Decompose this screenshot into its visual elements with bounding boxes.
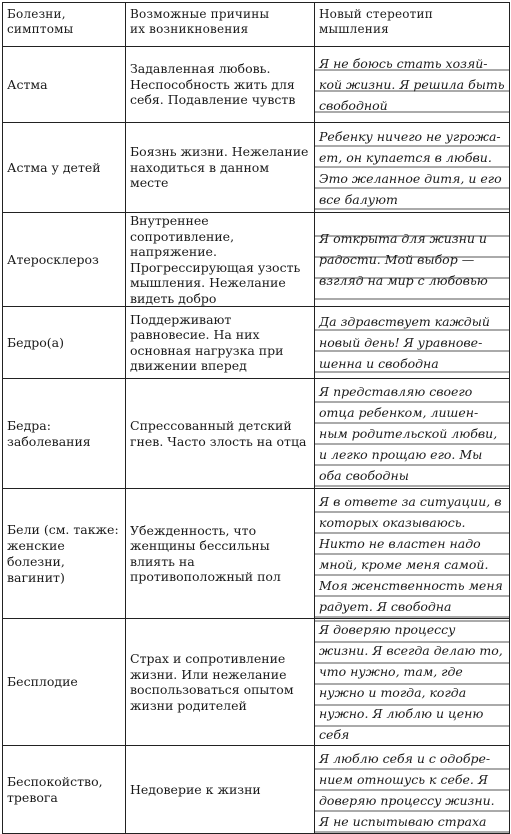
affirmation-cell: Я люблю себя и с одобре-нием отношусь к себе. Я доверяю процессу жизни. Я не испытываю страха <box>315 746 510 834</box>
header-disease: Болезни, симптомы <box>3 3 126 47</box>
header-cause: Возможные причины их возникновения <box>126 3 315 47</box>
affirmation-cell: Я доверяю процессу жизни. Я всегда делаю то, что нужно, там, где нужно и тогда, когда нужно. Я люблю и ценю себя <box>315 619 510 746</box>
disease-cell: Астма <box>3 47 126 123</box>
disease-cell: Атеросклероз <box>3 213 126 307</box>
affirmation-cell: Я не боюсь стать хозяй-кой жизни. Я решила быть свободной <box>315 47 510 123</box>
disease-cell: Астма у детей <box>3 123 126 213</box>
disease-cell: Беспокойство, тревога <box>3 746 126 834</box>
affirmation-cell: Я открыта для жизни и радости. Мой выбор — взгляд на мир с любовью <box>315 213 510 307</box>
cause-cell: Спрессованный детский гнев. Часто злость на отца <box>126 379 315 489</box>
cause-cell: Страх и сопротивление жизни. Или нежелание воспользоваться опытом жизни родителей <box>126 619 315 746</box>
table-row <box>3 619 510 746</box>
affirmation-cell: Я представляю своего отца ребенком, лишен-ным родительской любви, и легко прощаю его. Мы оба свободны <box>315 379 510 489</box>
table-row <box>3 307 510 379</box>
table-body <box>3 47 510 834</box>
table-row <box>3 47 510 123</box>
cause-cell: Поддерживают равновесие. На них основная нагрузка при движении вперед <box>126 307 315 379</box>
diseases-table <box>2 2 510 834</box>
cause-cell: Недоверие к жизни <box>126 746 315 834</box>
cause-cell: Убежденность, что женщины бессильны влиять на противоположный пол <box>126 489 315 619</box>
disease-cell: Бедра: заболевания <box>3 379 126 489</box>
disease-cell: Бедро(а) <box>3 307 126 379</box>
table-row <box>3 489 510 619</box>
table-row <box>3 379 510 489</box>
table-header <box>3 3 510 47</box>
cause-cell: Задавленная любовь. Неспособность жить для себя. Подавление чувств <box>126 47 315 123</box>
affirmation-cell: Ребенку ничего не угрожа-ет, он купается в любви. Это желанное дитя, и его все балуют <box>315 123 510 213</box>
disease-cell: Бесплодие <box>3 619 126 746</box>
table-row <box>3 213 510 307</box>
table-row <box>3 746 510 834</box>
cause-cell: Внутреннее сопротивление, напряжение. Прогрессирующая узость мышления. Нежелание видеть добро <box>126 213 315 307</box>
affirmation-cell: Я в ответе за ситуации, в которых оказываюсь. Никто не властен надо мной, кроме меня самой. Моя женственность меня радует. Я свободна <box>315 489 510 619</box>
cause-cell: Боязнь жизни. Нежелание находиться в данном месте <box>126 123 315 213</box>
header-row <box>3 3 510 47</box>
affirmation-cell: Да здравствует каждый новый день! Я уравнове-шенна и свободна <box>315 307 510 379</box>
table-row <box>3 123 510 213</box>
disease-cell: Бели (см. также: женские болезни, вагинит) <box>3 489 126 619</box>
header-pattern: Новый стереотип мышления <box>315 3 510 47</box>
